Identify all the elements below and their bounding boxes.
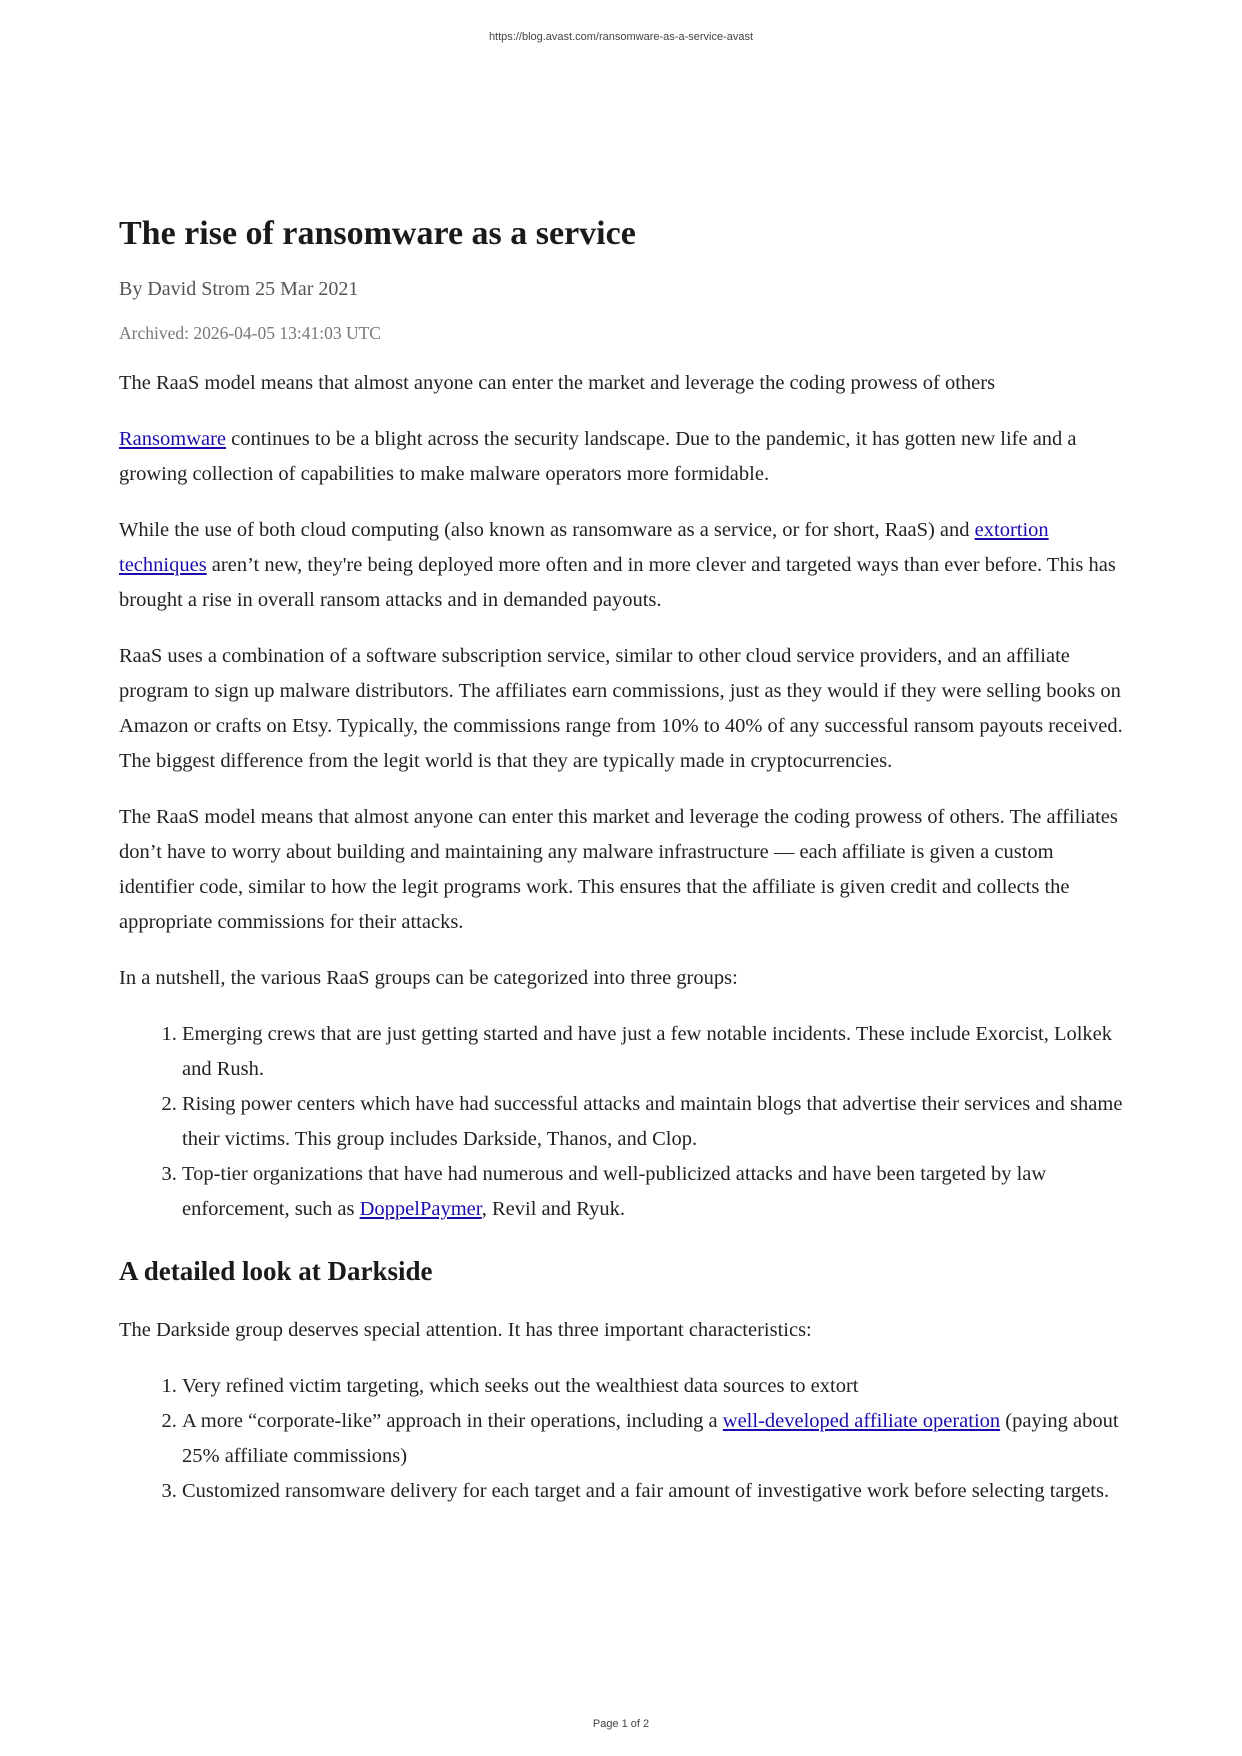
- list-item: 2. A more “corporate-like” approach in their operations, including a well-developed affiliate operation (paying about 25% affiliate commissions): [182, 1404, 1129, 1474]
- list-item: 3. Top-tier organizations that have had numerous and well-publicized attacks and have been targeted by law enforcement, such as DoppelPaymer, Revil and Ryuk.: [182, 1157, 1129, 1227]
- extortion-techniques-link[interactable]: extortion techniques: [119, 519, 1049, 576]
- article-subtitle: The RaaS model means that almost anyone can enter the market and leverage the coding prowess of others: [119, 372, 996, 394]
- archived-timestamp: Archived: 2026-04-05 13:41:03 UTC: [119, 323, 381, 343]
- affiliate-operation-link[interactable]: well-developed affiliate operation: [722, 1410, 1001, 1432]
- page-title: The rise of ransomware as a service: [119, 215, 636, 252]
- list-item: 1. Emerging crews that are just getting started and have just a few notable incidents. These include Exorcist, Lolkek and Rush.: [182, 1017, 1129, 1087]
- page-number: Page 1 of 2: [592, 1718, 650, 1730]
- page-url-header: https://blog.avast.com/ransomware-as-a-service-avast: [488, 31, 754, 43]
- list-item: 1. Very refined victim targeting, which seeks out the wealthiest data sources to extort: [182, 1369, 1129, 1404]
- paragraph-3: RaaS uses a combination of a software subscription service, similar to other cloud service providers, and an affiliate program to sign up malware distributors. The affiliates earn commissions, just as they would if they were selling books on Amazon or crafts on Etsy. Typically, the commissions range from 10% to 40% of any successful ransom payouts received. The biggest difference from the legit world is that they are typically made in cryptocurrencies.: [119, 645, 1123, 772]
- paragraph-2: While the use of both cloud computing (also known as ransomware as a service, or for short, RaaS) and extortion techniques aren’t new, they're being deployed more often and in more clever and targeted ways than ever before. This has brought a rise in overall ransom attacks and in demanded payouts.: [119, 519, 1116, 611]
- list-item: 2. Rising power centers which have had successful attacks and maintain blogs that advertise their services and shame their victims. This group includes Darkside, Thanos, and Clop.: [182, 1087, 1129, 1157]
- list-item: 3. Customized ransomware delivery for each target and a fair amount of investigative work before selecting targets.: [182, 1474, 1129, 1509]
- paragraph-5: In a nutshell, the various RaaS groups can be categorized into three groups:: [119, 967, 738, 989]
- byline: By David Strom 25 Mar 2021: [119, 278, 359, 300]
- section-heading: A detailed look at Darkside: [119, 1256, 433, 1286]
- darkside-characteristics-list: [119, 1369, 1129, 1509]
- paragraph-1: Ransomware continues to be a blight across the security landscape. Due to the pandemic, it has gotten new life and a growing collection of capabilities to make malware operators more formidable.: [119, 428, 1077, 485]
- ransomware-link[interactable]: Ransomware: [119, 428, 227, 450]
- article: [119, 212, 1129, 1530]
- paragraph-6: The Darkside group deserves special attention. It has three important characteristics:: [119, 1319, 812, 1341]
- raas-groups-list: [119, 1017, 1129, 1227]
- doppelpaymer-link[interactable]: DoppelPaymer: [359, 1198, 482, 1220]
- paragraph-4: The RaaS model means that almost anyone can enter this market and leverage the coding prowess of others. The affiliates don’t have to worry about building and maintaining any malware infrastructure — each affiliate is given a custom identifier code, similar to how the legit programs work. This ensures that the affiliate is given credit and collects the appropriate commissions for their attacks.: [119, 806, 1118, 933]
